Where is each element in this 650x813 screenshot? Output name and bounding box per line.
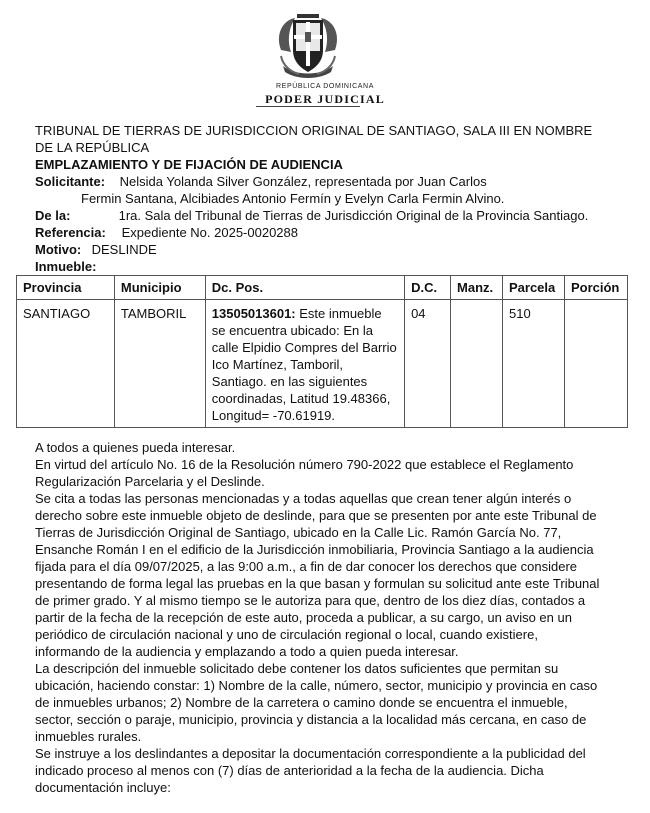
dela-label: De la: [35, 208, 71, 223]
dc-pos-description: Este inmueble se encuentra ubicado: En la calle Elpidio Compres del Barrio Ico Martínez, Tamboril, Santiago. en las siguientes coordinadas, Latitud 19.48366, Longitud= -70.61919. [211, 306, 397, 423]
field-solicitante [35, 173, 595, 190]
tribunal-title: TRIBUNAL DE TIERRAS DE JURISDICCION ORIGINAL DE SANTIAGO, SALA III EN NOMBRE DE LA REPÚBLICA [35, 123, 593, 155]
notice-header [35, 122, 595, 275]
col-municipio: Municipio [114, 276, 205, 300]
col-provincia: Provincia [17, 276, 115, 300]
col-manz: Manz. [451, 276, 503, 300]
col-dc-pos: Dc. Pos. [205, 276, 404, 300]
republic-label: REPÚBLICA DOMINICANA [276, 83, 374, 90]
body-paragraph: Se cita a todas las personas mencionadas y a todas aquellas que crean tener algún interés o derecho sobre este inmueble objeto de deslinde, para que se presenten por ante este Tribunal de Tierras de Jurisdicción Original de Santiago, ubicado en la Calle Lic. Ramón García No. 77, Ensanche Román I en el edificio de la Jurisdicción inmobiliaria, Provincia Santiago a la audiencia fijada para el día 09/07/2025, a las 9:00 a.m., a fin de dar conocer los derechos que considere presentando de forma legal las pruebas en la que basan y formulan su solicitud ante este Tribunal de primer grado. Y al mismo tiempo se le autoriza para que, dentro de los diez días, contados a partir de la fecha de la recepción de este auto, proceda a publicar, a su cargo, un aviso en un periódico de circulación nacional y uno de circulación regional o local, cuando existiere, informando de la audiencia y emplazando a todo a quien pueda interesar. [35, 491, 600, 659]
field-referencia [35, 224, 595, 241]
col-dc: D.C. [405, 276, 451, 300]
cell-municipio: TAMBORIL [114, 300, 205, 428]
letterhead-divider [256, 106, 360, 107]
referencia-value: Expediente No. 2025-0020288 [121, 225, 298, 240]
property-table [16, 275, 628, 428]
field-dela [35, 207, 595, 224]
col-parcela: Parcela [502, 276, 564, 300]
body-paragraph: La descripción del inmueble solicitado debe contener los datos suficientes que permitan su ubicación, haciendo constar: 1) Nombre de la calle, número, sector, municipio y provincia en caso de inmuebles urbanos; 2) Nombre de la carretera o camino donde se encuentra el inmueble, sector, sección o paraje, municipio, provincia y distancia a la localidad más cercana, en caso de inmuebles rurales. [35, 661, 598, 744]
cell-dc: 04 [405, 300, 451, 428]
body-paragraph: A todos a quienes pueda interesar. [35, 440, 236, 455]
dela-value: 1ra. Sala del Tribunal de Tierras de Jurisdicción Original de la Provincia Santiago. [118, 208, 589, 223]
body-paragraph: En virtud del artículo No. 16 de la Resolución número 790-2022 que establece el Reglamento Regularización Parcelaria y el Deslinde. [35, 457, 574, 489]
letterhead [0, 0, 650, 112]
referencia-label: Referencia: [35, 225, 106, 240]
body-paragraph: Se instruye a los deslindantes a depositar la documentación correspondiente a la publicidad del indicado proceso al menos con (7) días de anterioridad a la fecha de la audiencia. Dicha documentación incluye: [35, 746, 586, 795]
cell-porcion [564, 300, 627, 428]
coat-of-arms-icon [273, 10, 343, 82]
cell-dc-pos [205, 300, 404, 428]
field-inmueble [35, 258, 595, 275]
field-motivo [35, 241, 595, 258]
solicitante-continuation: Fermin Santana, Alcibiades Antonio Fermín y Evelyn Carla Fermin Alvino. [81, 191, 505, 206]
notice-subtitle: EMPLAZAMIENTO Y DE FIJACIÓN DE AUDIENCIA [35, 157, 343, 172]
col-porcion: Porción [564, 276, 627, 300]
notice-body [35, 439, 600, 796]
table-row [17, 300, 628, 428]
motivo-value: DESLINDE [91, 242, 157, 257]
institution-name: PODER JUDICIAL [265, 92, 385, 106]
dc-pos-code: 13505013601: [211, 306, 296, 321]
solicitante-label: Solicitante: [35, 174, 106, 189]
motivo-label: Motivo: [35, 242, 82, 257]
inmueble-label: Inmueble: [35, 259, 97, 274]
table-header-row [17, 276, 628, 300]
cell-provincia: SANTIAGO [17, 300, 115, 428]
solicitante-value: Nelsida Yolanda Silver González, representada por Juan Carlos [119, 174, 487, 189]
cell-parcela: 510 [502, 300, 564, 428]
cell-manz [451, 300, 503, 428]
